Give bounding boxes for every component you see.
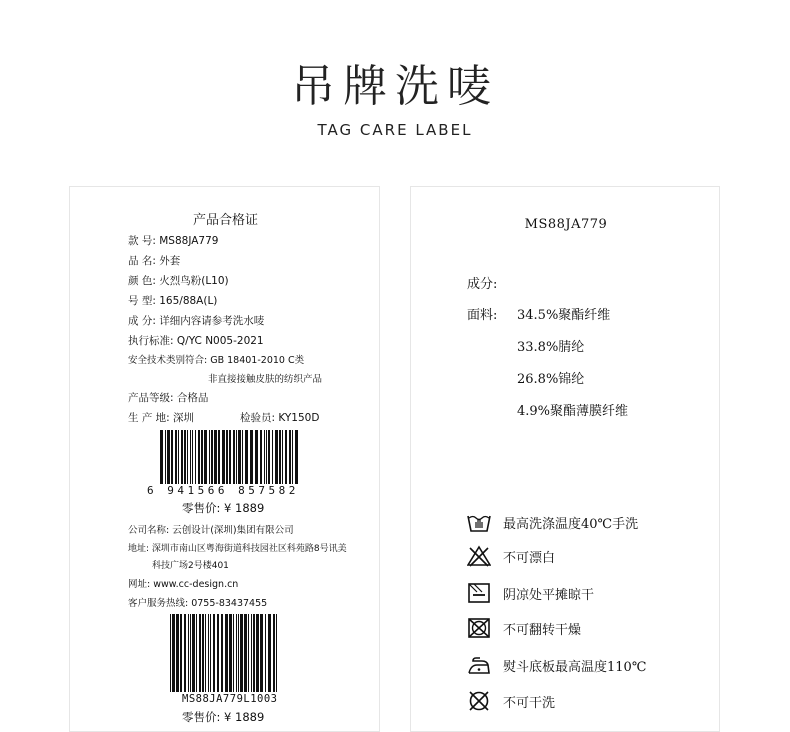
fabric-label: 面料: [467, 308, 498, 323]
field-composition: 成 分: 详细内容请参考洗水唛 [128, 315, 265, 327]
product-grade: 产品等级: 合格品 [128, 392, 209, 404]
retail-price-2: 零售价: ¥ 1889 [182, 710, 265, 724]
field-color: 颜 色: 火烈鸟粉(L10) [128, 275, 229, 287]
field-product-name: 品 名: 外套 [128, 255, 181, 267]
no-bleach-icon [467, 545, 491, 567]
care-instruction: 最高洗涤温度40℃手洗 [467, 511, 638, 533]
sku-barcode-number: MS88JA779L1003 [182, 693, 278, 705]
care-instruction: 不可翻转干燥 [467, 617, 581, 639]
flat-dry-shade-icon [467, 582, 491, 604]
company-address-line2: 科技广场2号楼401 [152, 561, 229, 571]
care-label-card [410, 186, 720, 732]
website: 网址: www.cc-design.cn [128, 579, 239, 590]
sku-barcode [170, 614, 280, 692]
care-model-number: MS88JA779 [524, 217, 608, 232]
retail-price: 零售价: ¥ 1889 [182, 501, 265, 515]
care-instruction: 阴凉处平摊晾干 [467, 582, 594, 604]
production-origin: 生 产 地: 深圳 [128, 412, 195, 424]
care-instruction: 熨斗底板最高温度110℃ [467, 654, 646, 676]
ean-barcode [160, 430, 300, 484]
safety-category-note: 非直接接触皮肤的纺织产品 [208, 374, 323, 385]
field-size: 号 型: 165/88A(L) [128, 295, 218, 307]
material-item: 26.8%锦纶 [517, 372, 585, 387]
iron-icon [467, 654, 491, 676]
safety-category: 安全技术类别符合: GB 18401-2010 C类 [128, 355, 305, 366]
care-instruction: 不可干洗 [467, 690, 555, 712]
inspector: 检验员: KY150D [240, 412, 320, 424]
hang-tag-card [69, 186, 380, 732]
company-name: 公司名称: 云创设计(深圳)集团有限公司 [128, 525, 294, 536]
no-dry-clean-icon [467, 690, 491, 712]
page-subtitle: TAG CARE LABEL [317, 121, 473, 139]
material-item: 34.5%聚酯纤维 [517, 308, 611, 323]
material-item: 4.9%聚酯薄膜纤维 [517, 404, 629, 419]
company-address: 地址: 深圳市南山区粤海街道科技园社区科苑路8号讯美 [128, 544, 347, 554]
no-tumble-dry-icon [467, 617, 491, 639]
material-item: 33.8%腈纶 [517, 340, 585, 355]
field-style-no: 款 号: MS88JA779 [128, 235, 219, 247]
service-hotline: 客户服务热线: 0755-83437455 [128, 598, 268, 609]
composition-label: 成分: [467, 277, 498, 292]
care-instruction: 不可漂白 [467, 545, 555, 567]
page-title: 吊牌洗唛 [291, 61, 499, 112]
hand-wash-icon [467, 511, 491, 533]
ean-barcode-number: 6 941566 857582 [147, 484, 299, 497]
field-standard: 执行标准: Q/YC N005-2021 [128, 335, 264, 347]
certificate-title: 产品合格证 [192, 213, 258, 228]
